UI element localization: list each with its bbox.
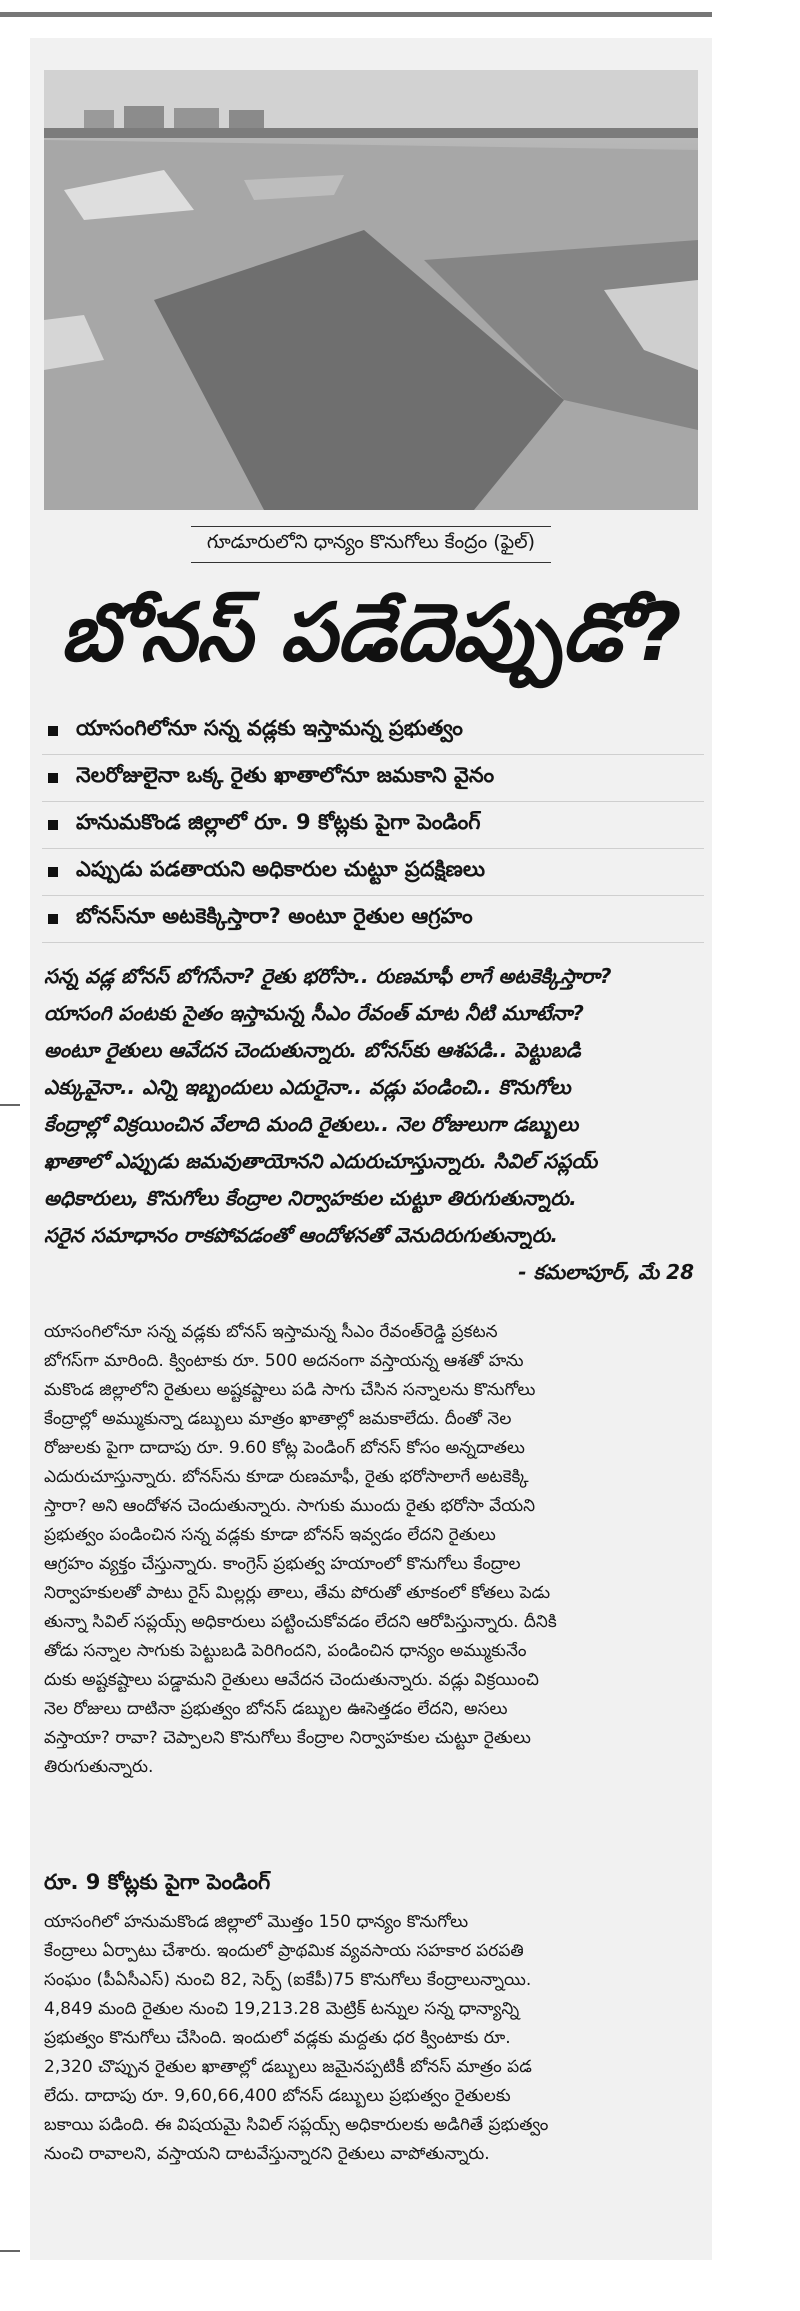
highlight-item: నెలరోజులైనా ఒక్క రైతు ఖాతాలోనూ జమకాని వైనం bbox=[42, 755, 704, 802]
article-body-section-2: యాసంగిలో హనుమకొండ జిల్లాలో మొత్తం 150 ధాన్యం కొనుగోలు కేంద్రాలు ఏర్పాటు చేశారు. ఇందులో ప్రాథమిక వ్యవసాయ సహకార పరపతి సంఘం (పీఏసీఎస్) నుంచి 82, సెర్ప్ (ఐకేపీ)75 కొనుగోలు కేంద్రాలున్నాయి. 4,849 మంది రైతుల నుంచి 19,213.28 మెట్రిక్ టన్నుల సన్న ధాన్యాన్ని ప్రభుత్వం కొనుగోలు చేసింది. ఇందులో వడ్లకు మద్దతు ధర క్వింటాకు రూ. 2,320 చొప్పున రైతుల ఖాతాల్లో డబ్బులు జమైనప్పటికీ బోనస్ మాత్రం పడ లేదు. దాదాపు రూ. 9,60,66,400 బోనస్ డబ్బులు ప్రభుత్వం రైతులకు బకాయి పడింది. ఈ విషయమై సివిల్ సప్లయ్స్ అధికారులకు అడిగితే ప్రభుత్వం నుంచి రావాలని, వస్తాయని దాటవేస్తున్నారని రైతులు వాపోతున్నారు. bbox=[44, 1912, 549, 2164]
news-clipping bbox=[30, 38, 712, 2260]
bullet-square-icon bbox=[48, 914, 58, 924]
article-body: యాసంగిలోనూ సన్న వడ్లకు బోనస్ ఇస్తామన్న సీఎం రేవంత్‌రెడ్డి ప్రకటన బోగస్‌గా మారింది. క్వింటాకు రూ. 500 అదనంగా వస్తాయన్న ఆశతో హను మకొండ జిల్లాలోని రైతులు అష్టకష్టాలు పడి సాగు చేసిన సన్నాలను కొనుగోలు కేంద్రాల్లో అమ్ముకున్నా డబ్బులు మాత్రం ఖాతాల్లో జమకాలేదు. దీంతో నెల రోజులకు పైగా దాదాపు రూ. 9.60 కోట్ల పెండింగ్ బోనస్ కోసం అన్నదాతలు ఎదురుచూస్తున్నారు. బోనస్‌ను కూడా రుణమాఫీ, రైతు భరోసాలాగే అటకెక్కి స్తారా? అని ఆందోళన చెందుతున్నారు. సాగుకు ముందు రైతు భరోసా వేయని ప్రభుత్వం పండించిన సన్న వడ్లకు కూడా బోనస్ ఇవ్వడం లేదని రైతులు ఆగ్రహం వ్యక్తం చేస్తున్నారు. కాంగ్రెస్ ప్రభుత్వ హయాంలో కొనుగోలు కేంద్రాల నిర్వాహకులతో పాటు రైస్ మిల్లర్లు తాలు, తేమ పోరుతో తూకంలో కోతలు పెడు తున్నా సివిల్ సప్లయ్స్ అధికారులు పట్టించుకోవడం లేదని ఆరోపిస్తున్నారు. దీనికి తోడు సన్నాల సాగుకు పెట్టుబడి పెరిగిందని, పండించిన ధాన్యం అమ్ముకునేం దుకు అష్టకష్టాలు పడ్డామని రైతులు ఆవేదన చెందుతున్నారు. వడ్లు విక్రయించి నెల రోజులు దాటినా ప్రభుత్వం బోనస్ డబ్బుల ఊసెత్తడం లేదని, అసలు వస్తాయా? రావా? చెప్పాలని కొనుగోలు కేంద్రాల నిర్వాహకుల చుట్టూ రైతులు తిరుగుతున్నారు. bbox=[44, 1322, 557, 1777]
highlight-item: యాసంగిలోనూ సన్న వడ్లకు ఇస్తామన్న ప్రభుత్వం bbox=[42, 708, 704, 755]
top-rule bbox=[0, 12, 712, 17]
section-subheading: రూ. 9 కోట్లకు పైగా పెండింగ్ bbox=[44, 1870, 271, 1894]
highlight-item: బోనస్‌నూ అటకెక్కిస్తారా? అంటూ రైతుల ఆగ్రహం bbox=[42, 896, 704, 943]
headline: బోనస్ పడేదెప్పుడో? bbox=[60, 586, 682, 679]
photo-caption: గూడూరులోని ధాన్యం కొనుగోలు కేంద్రం (ఫైల్) bbox=[191, 526, 551, 563]
margin-mark bbox=[0, 1104, 20, 1106]
bullet-square-icon bbox=[48, 867, 58, 877]
news-photo bbox=[44, 70, 698, 510]
margin-mark bbox=[0, 2250, 20, 2252]
intro-paragraph: సన్న వడ్ల బోనస్ బోగసేనా? రైతు భరోసా.. రుణమాఫీ లాగే అటకెక్కిస్తారా? యాసంగి పంటకు సైతం ఇస్తామన్న సీఎం రేవంత్ మాట నీటి మూటేనా? అంటూ రైతులు ఆవేదన చెందుతున్నారు. బోనస్‌కు ఆశపడి.. పెట్టుబడి ఎక్కువైనా.. ఎన్ని ఇబ్బందులు ఎదురైనా.. వడ్లు పండించి.. కొనుగోలు కేంద్రాల్లో విక్రయించిన వేలాది మంది రైతులు.. నెల రోజులుగా డబ్బులు ఖాతాలో ఎప్పుడు జమవుతాయోనని ఎదురుచూస్తున్నారు. సివిల్ సప్లయ్ అధికారులు, కొనుగోలు కేంద్రాల నిర్వాహకుల చుట్టూ తిరుగుతున్నారు. సరైన సమాధానం రాకపోవడంతో ఆందోళనతో వెనుదిరుగుతున్నారు. - కమలాపూర్, మే 28 bbox=[44, 958, 702, 1291]
dateline: - కమలాపూర్, మే 28 bbox=[518, 1260, 694, 1284]
bullet-square-icon bbox=[48, 773, 58, 783]
bullet-square-icon bbox=[48, 726, 58, 736]
highlight-item: హనుమకొండ జిల్లాలో రూ. 9 కోట్లకు పైగా పెండింగ్ bbox=[42, 802, 704, 849]
highlights-list bbox=[42, 708, 704, 943]
highlight-item: ఎప్పుడు పడతాయని అధికారుల చుట్టూ ప్రదక్షిణలు bbox=[42, 849, 704, 896]
bullet-square-icon bbox=[48, 820, 58, 830]
